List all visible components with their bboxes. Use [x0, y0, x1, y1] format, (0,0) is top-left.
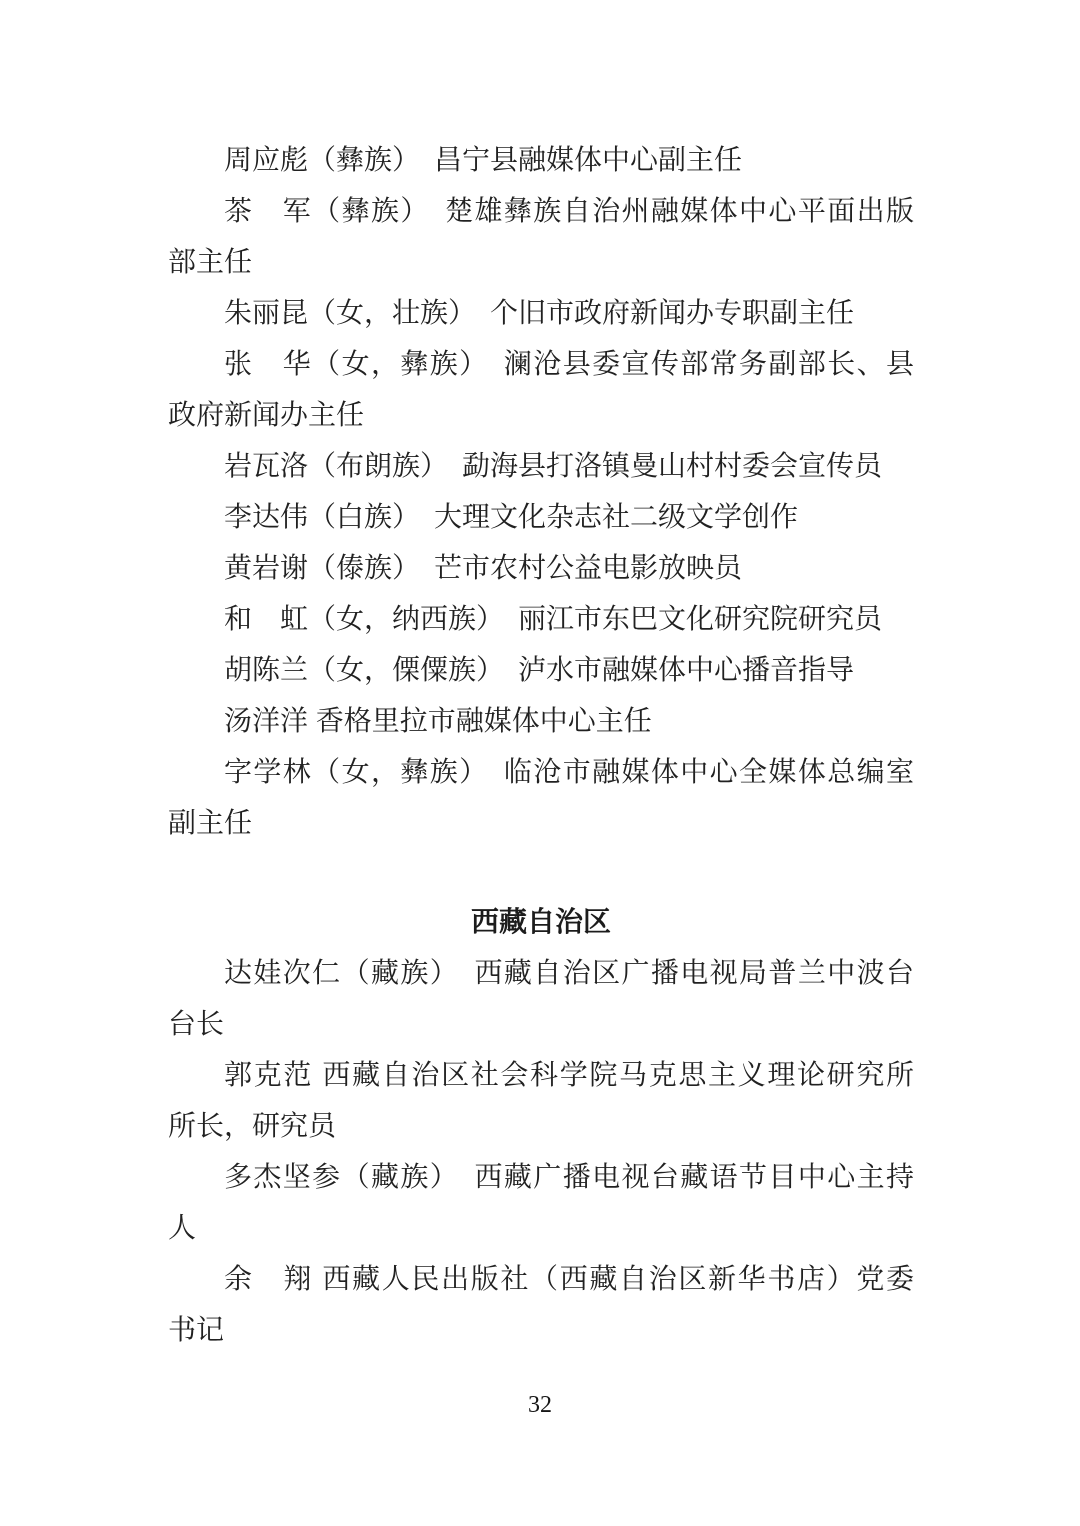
- list-entry: [168, 491, 914, 542]
- entry-line: 李达伟（白族） 大理文化杂志社二级文学创作: [224, 501, 799, 532]
- list-entry: [168, 1253, 914, 1355]
- list-entry: [168, 695, 914, 746]
- entry-line: 多杰坚参（藏族） 西藏广播电视台藏语节目中心主持: [224, 1161, 914, 1192]
- entry-line: 字学林（女，彝族） 临沧市融媒体中心全媒体总编室: [224, 756, 914, 787]
- entry-line: 汤洋洋 香格里拉市融媒体中心主任: [224, 705, 652, 736]
- page-number: 32: [528, 1392, 552, 1418]
- entry-line: 台长: [168, 1008, 225, 1039]
- list-entry: [168, 338, 914, 440]
- entry-line: 周应彪（彝族） 昌宁县融媒体中心副主任: [224, 144, 743, 175]
- list-entry: [168, 1151, 914, 1253]
- list-entry: [168, 287, 914, 338]
- list-entry: [168, 644, 914, 695]
- list-entry: [168, 134, 914, 185]
- entry-line: 副主任: [168, 807, 253, 838]
- list-entry: [168, 185, 914, 287]
- list-entry: [168, 746, 914, 848]
- entry-line: 黄岩谢（傣族） 芒市农村公益电影放映员: [224, 552, 743, 583]
- entry-line: 书记: [168, 1314, 225, 1345]
- entry-line: 所长，研究员: [168, 1110, 337, 1141]
- section-header-tibet: 西藏自治区: [470, 906, 611, 937]
- list-entry: [168, 593, 914, 644]
- entry-line: 人: [168, 1212, 197, 1243]
- entry-line: 郭克范 西藏自治区社会科学院马克思主义理论研究所: [224, 1059, 914, 1090]
- entry-line: 茶 军（彝族） 楚雄彝族自治州融媒体中心平面出版: [224, 195, 914, 226]
- entry-line: 岩瓦洛（布朗族） 勐海县打洛镇曼山村村委会宣传员: [224, 450, 883, 481]
- commendation-list: [168, 134, 914, 1355]
- list-entry: [168, 947, 914, 1049]
- list-entry: [168, 440, 914, 491]
- list-entry: [168, 1049, 914, 1151]
- entry-line: 张 华（女，彝族） 澜沧县委宣传部常务副部长、县: [224, 348, 914, 379]
- list-entry: [168, 542, 914, 593]
- entry-line: 政府新闻办主任: [168, 399, 365, 430]
- entry-line: 朱丽昆（女，壮族） 个旧市政府新闻办专职副主任: [224, 297, 855, 328]
- entry-line: 胡陈兰（女，傈僳族） 泸水市融媒体中心播音指导: [224, 654, 855, 685]
- entry-line: 达娃次仁（藏族） 西藏自治区广播电视局普兰中波台: [224, 957, 914, 988]
- entry-line: 和 虹（女，纳西族） 丽江市东巴文化研究院研究员: [224, 603, 883, 634]
- entry-line: 余 翔 西藏人民出版社（西藏自治区新华书店）党委: [224, 1263, 914, 1294]
- entry-line: 部主任: [168, 246, 253, 277]
